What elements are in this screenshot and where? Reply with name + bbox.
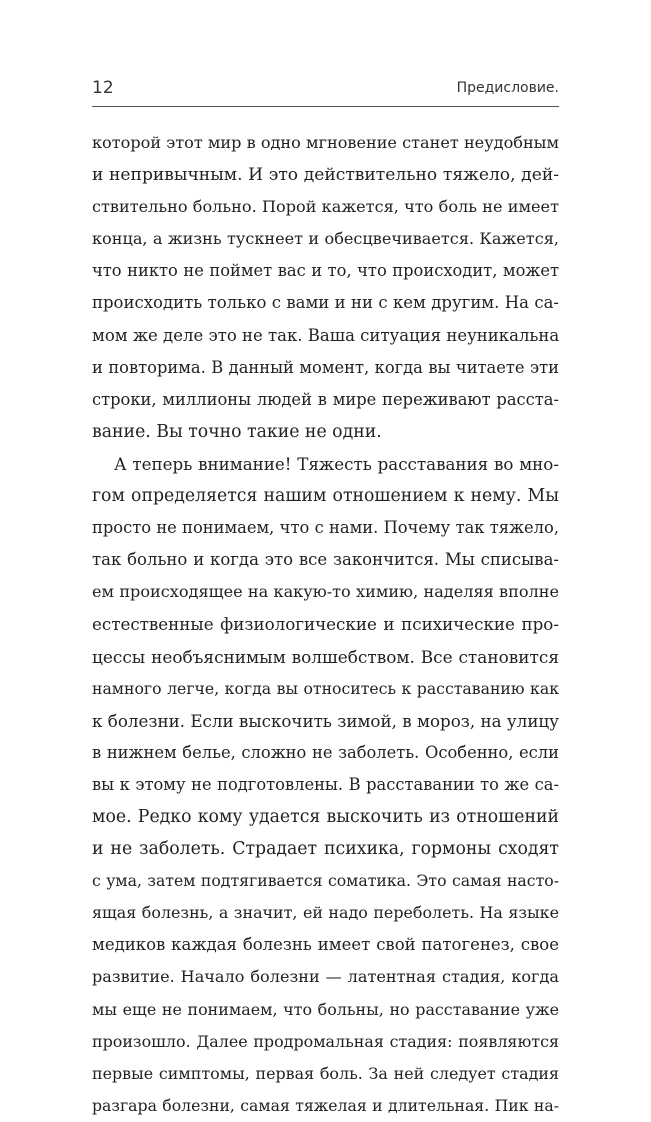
text-line: мом же деле это не так. Ваша ситуация неуникальна bbox=[92, 325, 559, 345]
running-head: Предисловие. bbox=[456, 80, 559, 96]
text-line: в нижнем белье, сложно не заболеть. Особенно, если bbox=[92, 742, 559, 762]
text-line: разгара болезни, самая тяжелая и длительная. Пик на- bbox=[92, 1095, 559, 1115]
page-number: 12 bbox=[92, 78, 114, 98]
text-line: намного легче, когда вы относитесь к расставанию как bbox=[92, 678, 559, 698]
text-line: ствительно больно. Порой кажется, что боль не имеет bbox=[92, 197, 559, 217]
page-header bbox=[92, 76, 559, 107]
text-line: развитие. Начало болезни — латентная стадия, когда bbox=[92, 967, 559, 987]
text-line: ем происходящее на какую-то химию, наделяя вполне bbox=[92, 582, 559, 602]
text-line: происходить только с вами и ни с кем другим. На са- bbox=[92, 293, 559, 313]
text-line: конца, а жизнь тускнеет и обесцвечивается. Кажется, bbox=[92, 229, 559, 249]
text-line: мы еще не понимаем, что больны, но расставание уже bbox=[92, 999, 559, 1019]
text-line: вание. Вы точно такие не одни. bbox=[92, 421, 382, 442]
text-line: А теперь внимание! Тяжесть расставания во мно- bbox=[114, 453, 559, 474]
text-line: так больно и когда это все закончится. Мы списыва- bbox=[92, 550, 559, 570]
text-line: мое. Редко кому удается выскочить из отношений bbox=[92, 806, 559, 827]
text-line: что никто не поймет вас и то, что происходит, может bbox=[92, 261, 559, 281]
text-line: которой этот мир в одно мгновение станет неудобным bbox=[92, 133, 559, 152]
text-line: к болезни. Если выскочить зимой, в мороз, на улицу bbox=[92, 710, 559, 731]
text-line: гом определяется нашим отношением к нему. Мы bbox=[92, 486, 559, 507]
text-line: просто не понимаем, что с нами. Почему так тяжело, bbox=[92, 518, 559, 538]
text-line: и непривычным. И это действительно тяжело, дей- bbox=[92, 165, 559, 186]
text-line: медиков каждая болезнь имеет свой патогенез, свое bbox=[92, 935, 559, 955]
text-line: цессы необъяснимым волшебством. Все становится bbox=[92, 646, 559, 667]
body-text bbox=[92, 127, 559, 1122]
text-line: и повторима. В данный момент, когда вы читаете эти bbox=[92, 357, 559, 377]
text-line: вы к этому не подготовлены. В расставании то же са- bbox=[92, 774, 559, 794]
text-line: и не заболеть. Страдает психика, гормоны сходят bbox=[92, 839, 559, 860]
text-line: строки, миллионы людей в мире переживают расста- bbox=[92, 389, 559, 409]
text-line: ящая болезнь, а значит, ей надо переболеть. На языке bbox=[92, 903, 559, 923]
text-line: с ума, затем подтягивается соматика. Это самая насто- bbox=[92, 871, 559, 891]
text-line: произошло. Далее продромальная стадия: появляются bbox=[92, 1031, 559, 1051]
text-line: естественные физиологические и психические про- bbox=[92, 614, 559, 635]
text-line: первые симптомы, первая боль. За ней следует стадия bbox=[92, 1063, 559, 1083]
